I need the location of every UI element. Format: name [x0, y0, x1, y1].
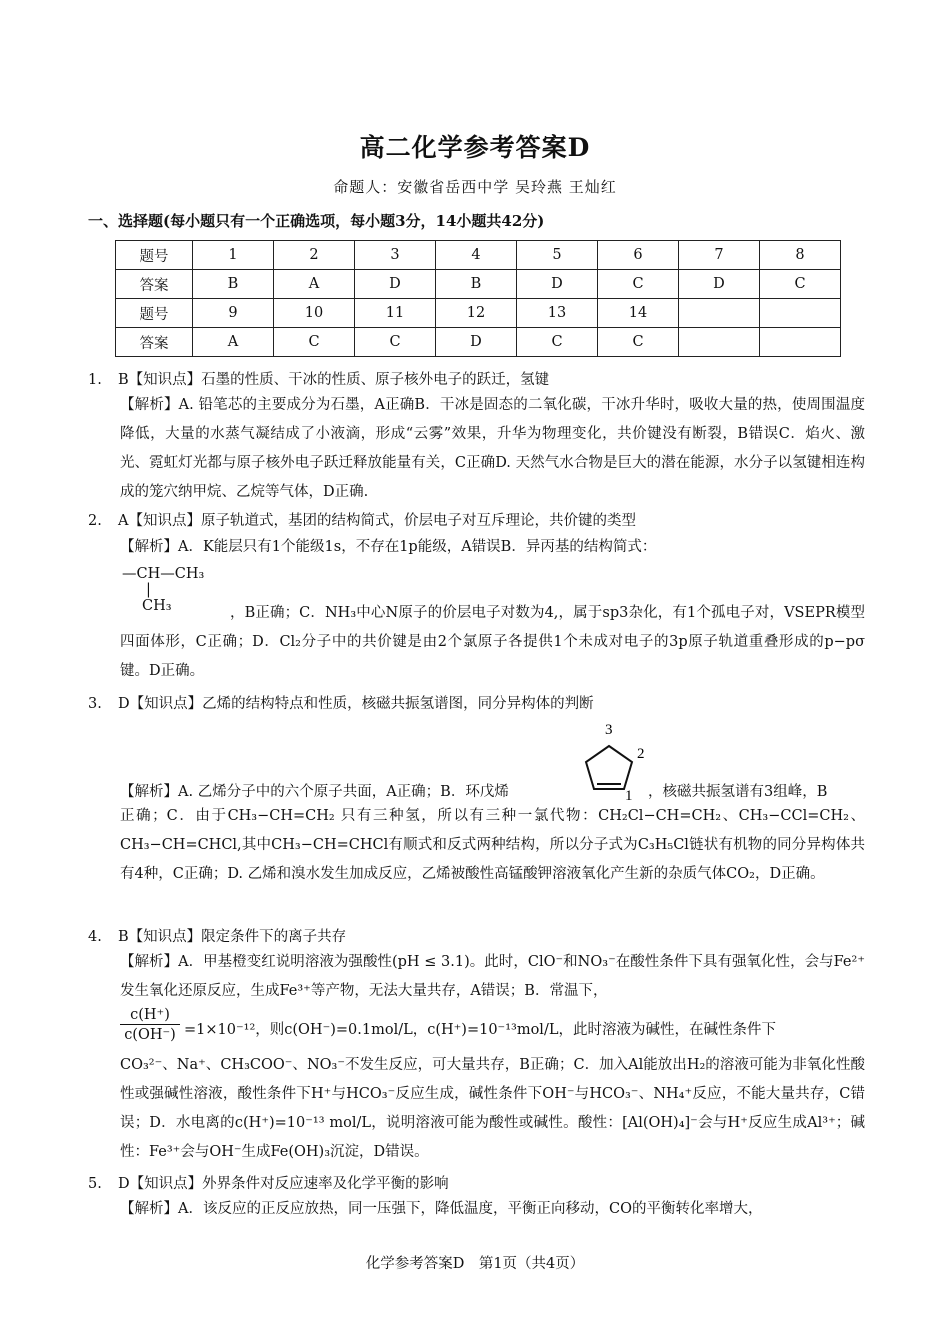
- table-cell: B: [436, 270, 517, 299]
- table-cell: A: [274, 270, 355, 299]
- table-label-answer: 答案: [116, 328, 193, 357]
- ring-label: 3: [605, 722, 613, 738]
- page-footer: 化学参考答案D 第1页（共4页）: [365, 1256, 585, 1272]
- page-title: 高二化学参考答案D: [359, 133, 591, 162]
- question-2-explanation-line2: ，B正确；C．NH₃中心N原子的价层电子对数为4,，属于sp3杂化，有1个孤电子对，VSEPR模型四面体形，C正确；D．Cl₂分子中的共价键是由2个氯原子各提供1个未成对电子的3p原子轨道重叠形成的p−pσ键。D正确。: [120, 605, 865, 679]
- table-cell: 11: [355, 299, 436, 328]
- table-row: [116, 299, 841, 328]
- fraction-denominator: c(OH⁻): [124, 1027, 176, 1043]
- question-3-explanation-line1a: 【解析】A. 乙烯分子中的六个原子共面，A正确；B．环戊烯: [120, 784, 509, 800]
- table-label-number: 题号: [116, 241, 193, 270]
- table-cell: [760, 299, 841, 328]
- question-knowledge: A【知识点】原子轨道式，基团的结构简式，价层电子对互斥理论，共价键的类型: [118, 513, 636, 529]
- question-3-heading: [88, 692, 594, 713]
- question-number: 5.: [88, 1176, 102, 1192]
- table-cell: [760, 328, 841, 357]
- question-1-explanation: 【解析】A. 铅笔芯的主要成分为石墨，A正确B．干冰是固态的二氧化碳，干冰升华时，吸收大量的热，使周围温度降低，大量的水蒸气凝结成了小液滴，形成“云雾”效果，升华为物理变化，共价键没有断裂，B错误C．焰火、激光、霓虹灯光都与原子核外电子跃迁释放能量有关，C正确D. 天然气水合物是巨大的潜在能源，水分子以氢键相连构成的笼穴纳甲烷、乙烷等气体，D正确.: [120, 397, 865, 500]
- question-4-explanation-part2: CO₃²⁻、Na⁺、CH₃COO⁻、NO₃⁻不发生反应，可大量共存，B正确；C．加入Al能放出H₂的溶液可能为非氧化性酸性或强碱性溶液，酸性条件下H⁺与HCO₃⁻反应生成，碱性条件下OH⁻与HCO₃⁻、NH₄⁺反应，不能大量共存，C错误；D．水电离的c(H⁺)=10⁻¹³ mol/L，说明溶液可能为酸性或碱性。酸性：[Al(OH)₄]⁻会与H⁺反应生成Al³⁺；碱性：Fe³⁺会与OH⁻生成Fe(OH)₃沉淀，D错误。: [120, 1057, 865, 1160]
- authors-line: 命题人：安徽省岳西中学 吴玲燕 王灿红: [333, 178, 617, 196]
- table-cell: C: [274, 328, 355, 357]
- answer-table: [115, 240, 841, 357]
- question-3-explanation-line1b: ，核磁共振氢谱有3组峰，B: [648, 784, 828, 800]
- question-2-explanation-line1: 【解析】A．K能层只有1个能级1s，不存在1p能级，A错误B．异丙基的结构简式：: [120, 539, 657, 555]
- table-cell: 8: [760, 241, 841, 270]
- table-cell: 4: [436, 241, 517, 270]
- question-5-explanation: 【解析】A．该反应的正反应放热，同一压强下，降低温度，平衡正向移动，CO的平衡转化率增大，: [120, 1201, 763, 1217]
- question-knowledge: B【知识点】石墨的性质、干冰的性质、原子核外电子的跃迁，氢键: [118, 372, 550, 388]
- table-cell: 2: [274, 241, 355, 270]
- question-knowledge: D【知识点】乙烯的结构特点和性质，核磁共振氢谱图，同分异构体的判断: [118, 696, 594, 712]
- table-cell: 10: [274, 299, 355, 328]
- question-1-heading: [88, 368, 549, 389]
- table-cell: B: [193, 270, 274, 299]
- ring-label: 1: [625, 788, 633, 800]
- structure-top: —CH—CH₃: [122, 566, 205, 582]
- table-row: [116, 270, 841, 299]
- table-cell: 12: [436, 299, 517, 328]
- table-cell: 3: [355, 241, 436, 270]
- fraction-numerator: c(H⁺): [120, 1006, 180, 1025]
- question-knowledge: B【知识点】限定条件下的离子共存: [118, 929, 347, 945]
- table-cell: D: [436, 328, 517, 357]
- question-number: 1.: [88, 372, 102, 388]
- question-number: 4.: [88, 929, 102, 945]
- table-cell: A: [193, 328, 274, 357]
- table-cell: C: [517, 328, 598, 357]
- table-cell: [679, 328, 760, 357]
- table-cell: C: [760, 270, 841, 299]
- table-row: [116, 241, 841, 270]
- table-row: [116, 328, 841, 357]
- table-cell: 1: [193, 241, 274, 270]
- table-cell: 6: [598, 241, 679, 270]
- section-heading-choice: 一、选择题(每小题只有一个正确选项，每小题3分，14小题共42分): [88, 212, 545, 230]
- table-cell: 5: [517, 241, 598, 270]
- structure-bond: |: [146, 582, 151, 598]
- table-cell: C: [598, 270, 679, 299]
- question-5-heading: [88, 1172, 449, 1193]
- fraction: [120, 1006, 180, 1045]
- table-cell: 7: [679, 241, 760, 270]
- question-knowledge: D【知识点】外界条件对反应速率及化学平衡的影响: [118, 1176, 449, 1192]
- table-cell: 14: [598, 299, 679, 328]
- table-cell: D: [679, 270, 760, 299]
- table-cell: 13: [517, 299, 598, 328]
- question-4-explanation-part1: 【解析】A．甲基橙变红说明溶液为强酸性(pH ≤ 3.1)。此时，ClO⁻和NO₃⁻在酸性条件下具有强氧化性，会与Fe²⁺发生氧化还原反应，生成Fe³⁺等产物，无法大量共存，A错误；B．常温下，: [120, 954, 865, 999]
- table-cell: C: [598, 328, 679, 357]
- table-cell: D: [355, 270, 436, 299]
- question-number: 3.: [88, 696, 102, 712]
- question-4-heading: [88, 925, 346, 946]
- question-2-heading: [88, 509, 636, 530]
- question-number: 2.: [88, 513, 102, 529]
- ring-label: 2: [637, 746, 645, 762]
- question-4-fraction-tail: =1×10⁻¹²，则c(OH⁻)=0.1mol/L，c(H⁺)=10⁻¹³mol/L，此时溶液为碱性，在碱性条件下: [184, 1022, 776, 1038]
- table-cell: 9: [193, 299, 274, 328]
- table-label-number: 题号: [116, 299, 193, 328]
- table-cell: [679, 299, 760, 328]
- table-label-answer: 答案: [116, 270, 193, 299]
- question-3-explanation: 正确；C．由于CH₃−CH=CH₂ 只有三种氢，所以有三种一氯代物：CH₂Cl−CH=CH₂、CH₃−CCl=CH₂、CH₃−CH=CHCl,其中CH₃−CH=CHCl有顺式和反式两种结构，所以分子式为C₃H₅Cl链状有机物的同分异构体共有4种，C正确；D. 乙烯和溴水发生加成反应，乙烯被酸性高锰酸钾溶液氧化产生新的杂质气体CO₂，D正确。: [120, 808, 865, 882]
- table-cell: C: [355, 328, 436, 357]
- table-cell: D: [517, 270, 598, 299]
- structure-bottom: CH₃: [142, 598, 172, 614]
